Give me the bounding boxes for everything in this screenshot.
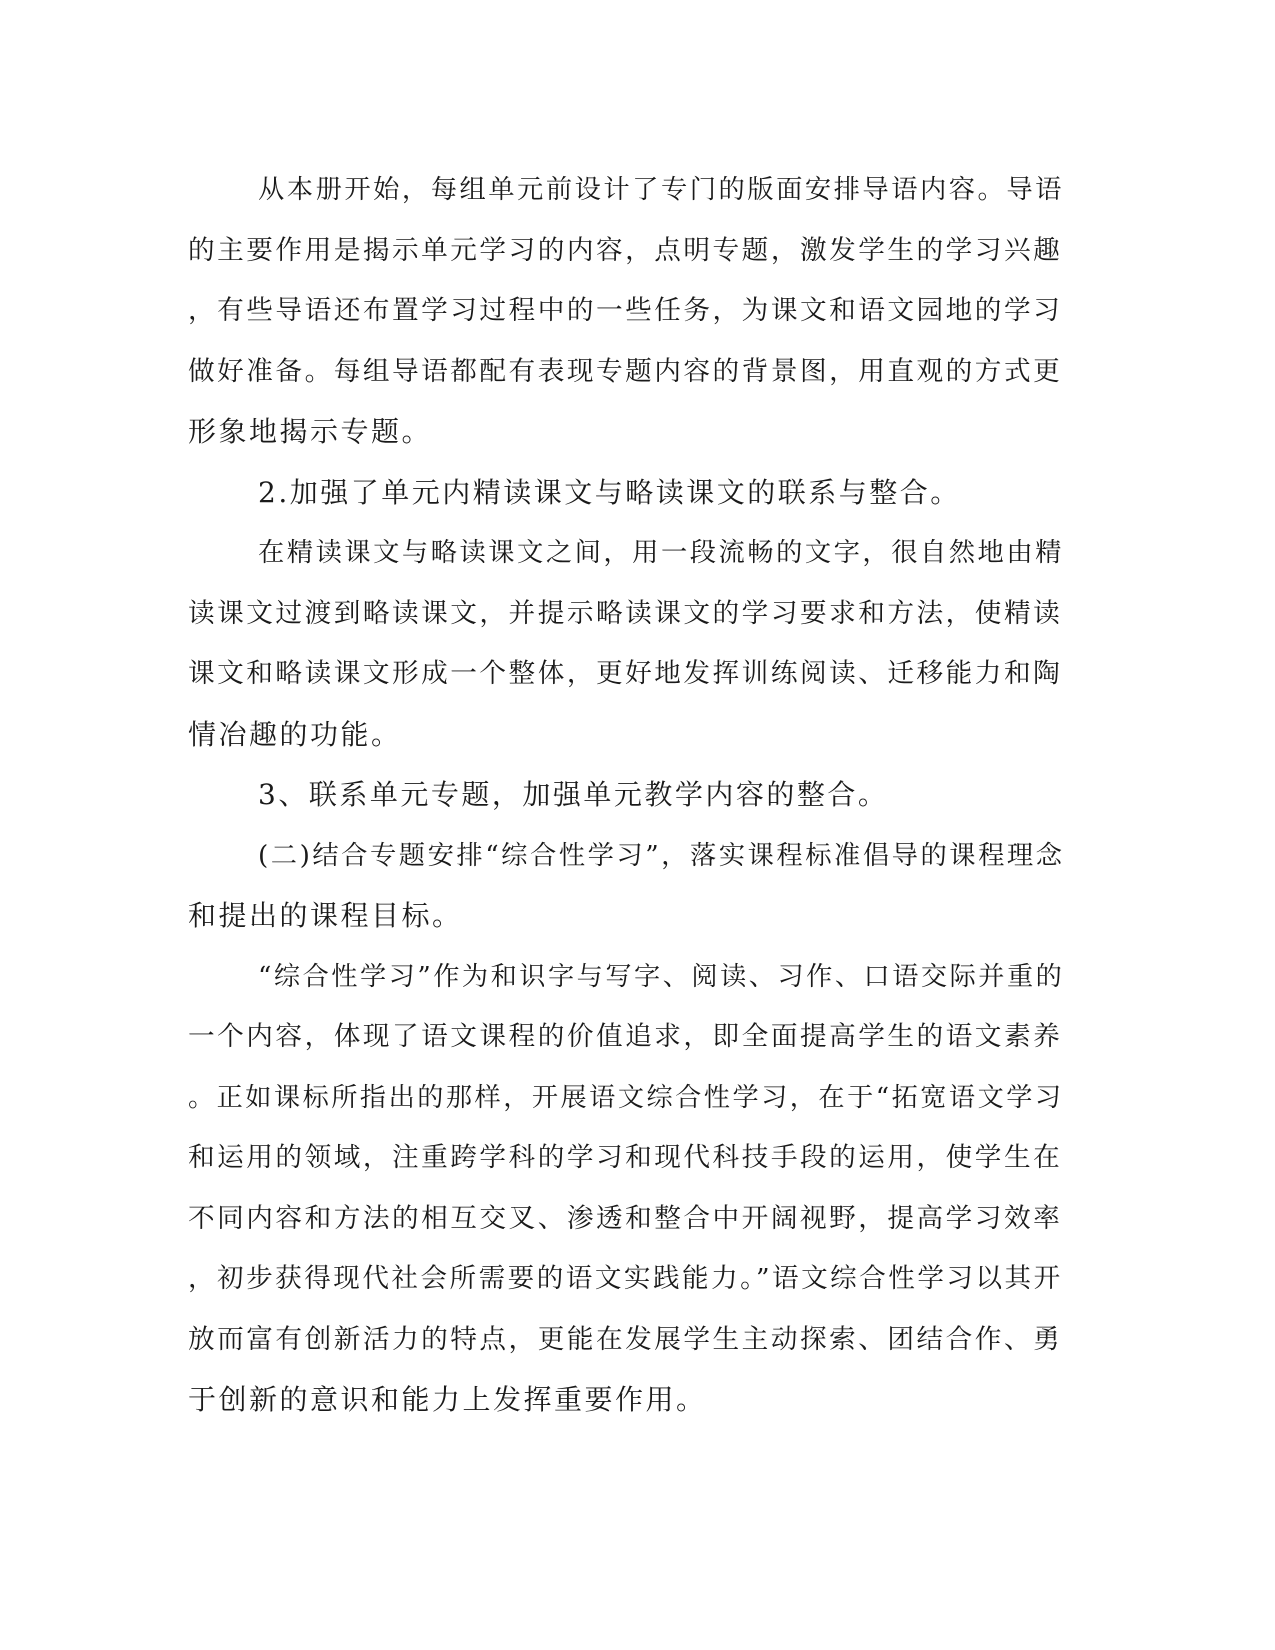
text-line: 做好准备。每组导语都配有表现专题内容的背景图，用直观的方式更	[188, 355, 1063, 387]
text-line: 放而富有创新活力的特点，更能在发展学生主动探索、团结合作、勇	[188, 1323, 1063, 1355]
text-line: “综合性学习”作为和识字与写字、阅读、习作、口语交际并重的	[258, 961, 1065, 992]
text-line: 和提出的课程目标。	[188, 899, 463, 932]
text-line: 不同内容和方法的相互交叉、渗透和整合中开阔视野，提高学习效率	[188, 1202, 1063, 1234]
text-line: 于创新的意识和能力上发挥重要作用。	[188, 1383, 707, 1416]
text-line: 2.加强了单元内精读课文与略读课文的联系与整合。	[258, 475, 961, 509]
text-line: 课文和略读课文形成一个整体，更好地发挥训练阅读、迁移能力和陶	[188, 658, 1063, 689]
text-line: 情冶趣的功能。	[188, 717, 402, 751]
text-line: 在精读课文与略读课文之间，用一段流畅的文字，很自然地由精	[258, 538, 1064, 568]
text-line: 一个内容，体现了语文课程的价值追求，即全面提高学生的语文素养	[188, 1021, 1063, 1052]
text-line: 从本册开始，每组单元前设计了专门的版面安排导语内容。导语	[258, 175, 1064, 205]
body-text	[188, 160, 1068, 1431]
text-line: (二)结合专题安排“综合性学习”，落实课程标准倡导的课程理念	[258, 840, 1065, 871]
text-line: 。正如课标所指出的那样，开展语文综合性学习，在于“拓宽语文学习	[188, 1082, 1064, 1113]
text-line: 形象地揭示专题。	[188, 415, 433, 448]
text-line: 的主要作用是揭示单元学习的内容，点明专题，激发学生的学习兴趣	[188, 234, 1063, 266]
text-line: ，有些导语还布置学习过程中的一些任务，为课文和语文园地的学习	[188, 295, 1063, 326]
text-line: ，初步获得现代社会所需要的语文实践能力。”语文综合性学习以其开	[188, 1263, 1063, 1294]
text-line: 读课文过渡到略读课文，并提示略读课文的学习要求和方法，使精读	[188, 597, 1063, 629]
text-line: 3、联系单元专题，加强单元教学内容的整合。	[258, 778, 889, 811]
text-line: 和运用的领域，注重跨学科的学习和现代科技手段的运用，使学生在	[188, 1142, 1063, 1173]
